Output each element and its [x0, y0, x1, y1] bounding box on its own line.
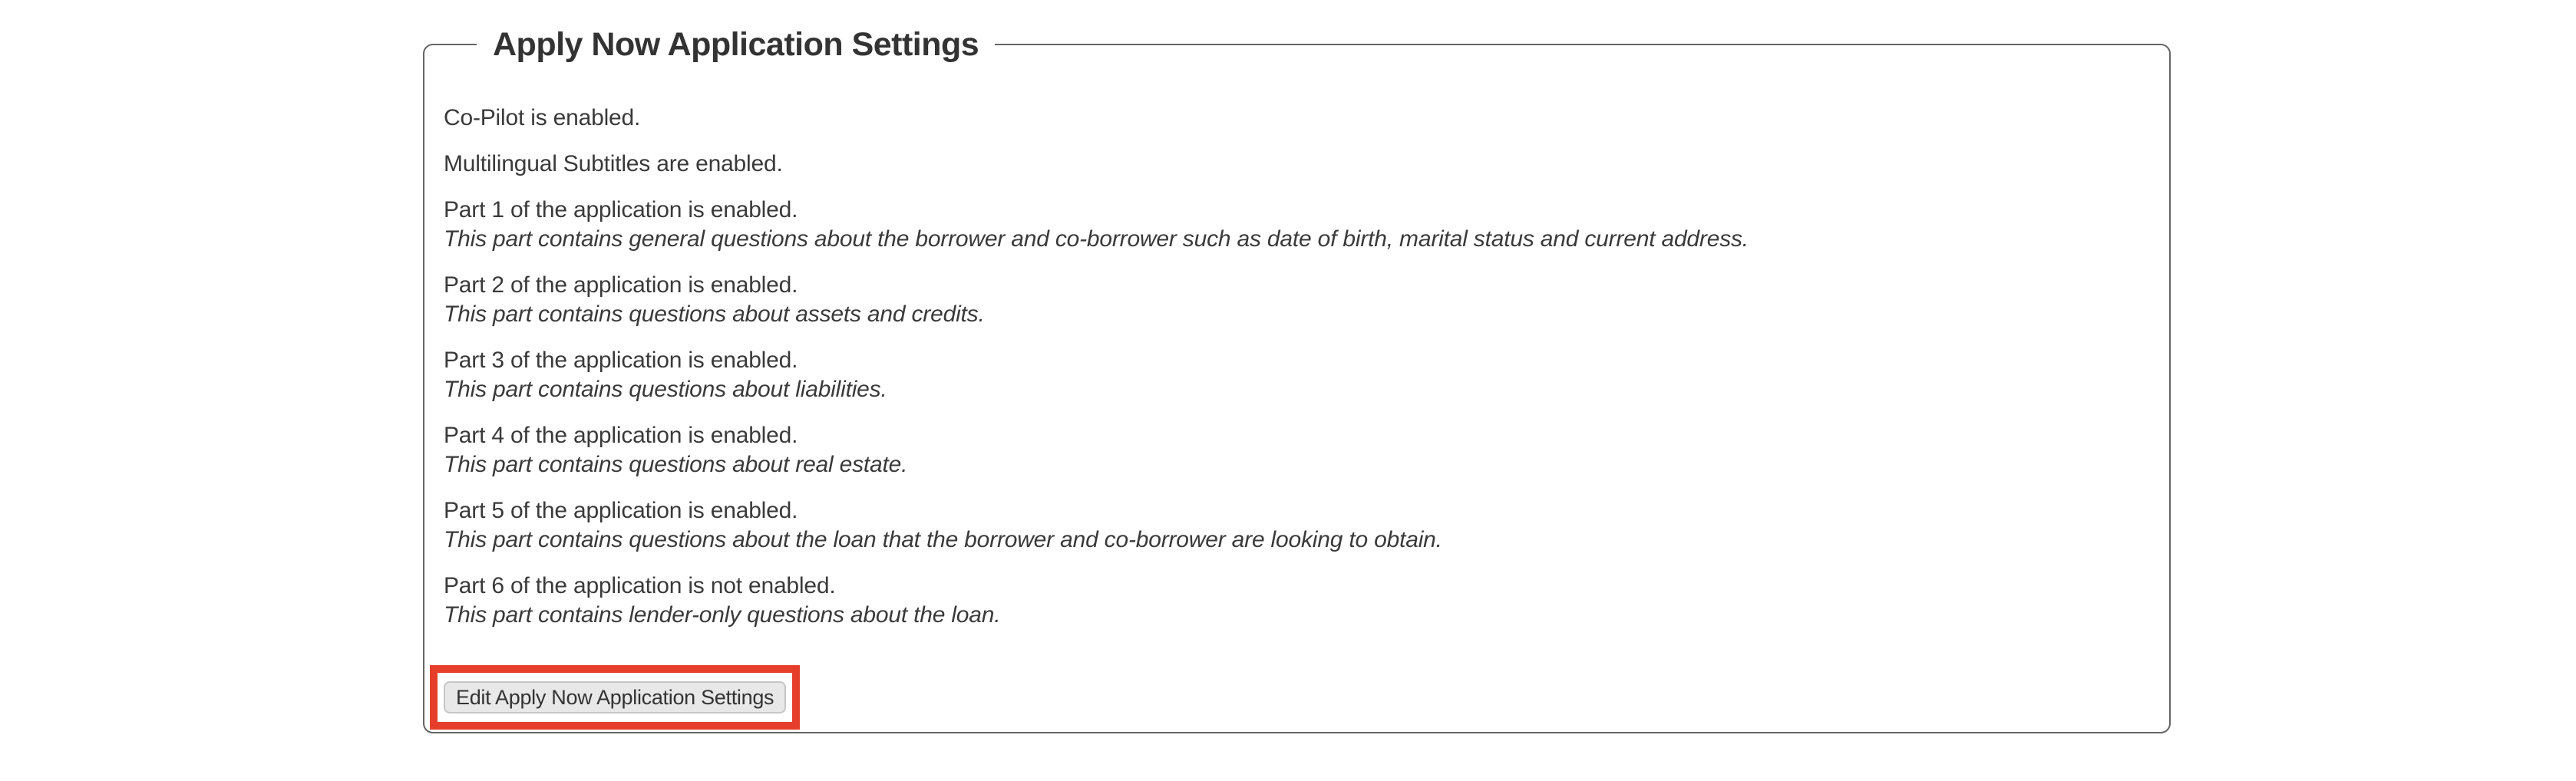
- part-2-status-text: Part 2 of the application is enabled.: [444, 272, 798, 298]
- part-1-status-block: [444, 196, 2138, 254]
- part-4-status-text: Part 4 of the application is enabled.: [444, 423, 798, 448]
- part-6-status-text: Part 6 of the application is not enabled.: [444, 573, 836, 598]
- part-1-description-text: This part contains general questions about the borrower and co-borrower such as date of birth, marital status and current address.: [444, 226, 1749, 252]
- red-highlight-annotation: [430, 665, 800, 730]
- multilingual-subtitles-status-text: Multilingual Subtitles are enabled.: [444, 151, 783, 176]
- part-2-description-text: This part contains questions about assets and credits.: [444, 302, 985, 327]
- part-6-status-block: [444, 572, 2138, 630]
- part-5-description-text: This part contains questions about the loan that the borrower and co-borrower are looking to obtain.: [444, 527, 1442, 552]
- part-5-status-text: Part 5 of the application is enabled.: [444, 498, 798, 523]
- part-5-status-block: [444, 496, 2138, 555]
- part-6-description-text: This part contains lender-only questions about the loan.: [444, 602, 1001, 628]
- part-3-description-text: This part contains questions about liabilities.: [444, 377, 887, 402]
- apply-now-settings-panel: [423, 26, 2171, 733]
- part-3-status-text: Part 3 of the application is enabled.: [444, 348, 798, 373]
- edit-apply-now-settings-button[interactable]: Edit Apply Now Application Settings: [444, 681, 786, 713]
- panel-content: [424, 45, 2169, 730]
- part-4-description-text: This part contains questions about real estate.: [444, 452, 908, 477]
- copilot-status-text: Co-Pilot is enabled.: [444, 105, 641, 130]
- part-1-status-text: Part 1 of the application is enabled.: [444, 197, 798, 222]
- panel-title: Apply Now Application Settings: [477, 25, 995, 64]
- part-3-status-block: [444, 346, 2138, 404]
- part-4-status-block: [444, 421, 2138, 479]
- part-2-status-block: [444, 271, 2138, 329]
